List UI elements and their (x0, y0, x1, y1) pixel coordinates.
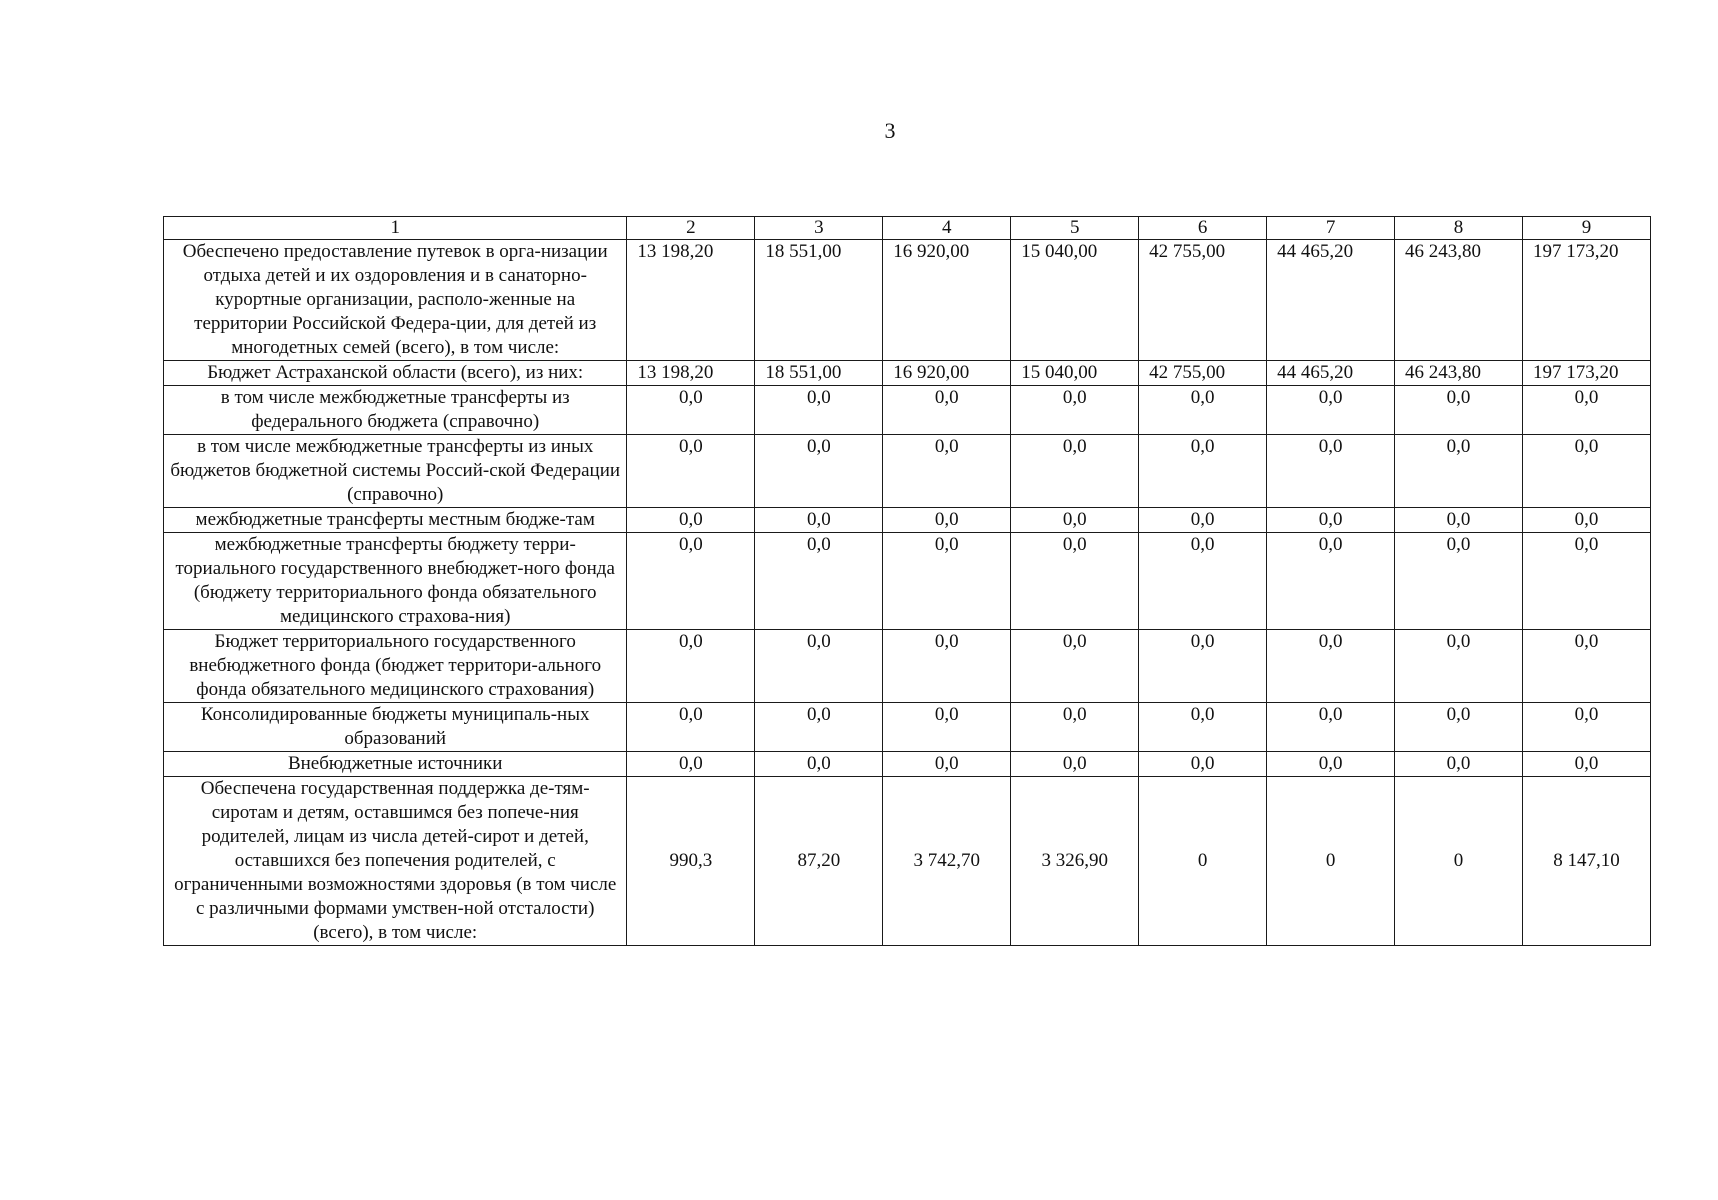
value-cell: 0,0 (1395, 508, 1523, 533)
value-cell: 0,0 (1011, 752, 1139, 777)
value-cell: 0,0 (627, 533, 755, 630)
value-cell: 0,0 (1139, 752, 1267, 777)
value-cell: 0,0 (627, 435, 755, 508)
value-cell: 16 920,00 (883, 240, 1011, 361)
value-cell: 0,0 (1011, 435, 1139, 508)
value-cell: 0,0 (883, 386, 1011, 435)
value-cell: 0,0 (1522, 533, 1650, 630)
table-row (164, 703, 1651, 752)
table-body (164, 217, 1651, 946)
value-cell: 13 198,20 (627, 361, 755, 386)
value-cell: 0,0 (1011, 533, 1139, 630)
value-cell: 16 920,00 (883, 361, 1011, 386)
value-cell: 0,0 (755, 703, 883, 752)
table-row (164, 508, 1651, 533)
value-cell: 46 243,80 (1395, 240, 1523, 361)
table-row (164, 361, 1651, 386)
value-cell: 0,0 (755, 752, 883, 777)
value-cell: 0,0 (1522, 630, 1650, 703)
value-cell: 0,0 (1522, 508, 1650, 533)
value-cell: 197 173,20 (1522, 361, 1650, 386)
header-cell: 1 (164, 217, 627, 240)
value-cell: 44 465,20 (1267, 361, 1395, 386)
row-label: Бюджет территориального государственного внебюджетного фонда (бюджет территори-ального фонда обязательного медицинского страхования) (164, 630, 627, 703)
header-cell: 8 (1395, 217, 1523, 240)
value-cell: 0,0 (627, 386, 755, 435)
value-cell: 0,0 (1139, 533, 1267, 630)
value-cell: 0,0 (1139, 508, 1267, 533)
value-cell: 46 243,80 (1395, 361, 1523, 386)
value-cell: 0,0 (1522, 703, 1650, 752)
value-cell: 0,0 (755, 533, 883, 630)
value-cell: 0,0 (883, 703, 1011, 752)
table-row (164, 386, 1651, 435)
row-label: Внебюджетные источники (164, 752, 627, 777)
value-cell: 3 742,70 (883, 777, 1011, 946)
row-label: межбюджетные трансферты бюджету терри-ториального государственного внебюджет-ного фонда (бюджету территориального фонда обязательного медицинского страхова-ния) (164, 533, 627, 630)
value-cell: 0,0 (1395, 630, 1523, 703)
value-cell: 15 040,00 (1011, 240, 1139, 361)
value-cell: 0,0 (1395, 533, 1523, 630)
value-cell: 0,0 (1139, 386, 1267, 435)
table-row (164, 777, 1651, 946)
value-cell: 0,0 (1011, 630, 1139, 703)
value-cell: 0,0 (1267, 508, 1395, 533)
value-cell: 0,0 (883, 435, 1011, 508)
table-row (164, 752, 1651, 777)
value-cell: 0,0 (1139, 703, 1267, 752)
table-row (164, 240, 1651, 361)
row-label: Бюджет Астраханской области (всего), из них: (164, 361, 627, 386)
value-cell: 18 551,00 (755, 240, 883, 361)
header-cell: 3 (755, 217, 883, 240)
table-row (164, 435, 1651, 508)
value-cell: 0 (1139, 777, 1267, 946)
value-cell: 0,0 (1267, 630, 1395, 703)
value-cell: 0,0 (1395, 752, 1523, 777)
value-cell: 0,0 (1267, 752, 1395, 777)
value-cell: 0,0 (755, 435, 883, 508)
value-cell: 0,0 (755, 508, 883, 533)
value-cell: 0,0 (1522, 386, 1650, 435)
page-number: 3 (884, 118, 896, 143)
header-cell: 2 (627, 217, 755, 240)
value-cell: 0,0 (1522, 435, 1650, 508)
value-cell: 15 040,00 (1011, 361, 1139, 386)
value-cell: 0,0 (1267, 386, 1395, 435)
value-cell: 0,0 (883, 508, 1011, 533)
value-cell: 0,0 (1011, 508, 1139, 533)
header-cell: 7 (1267, 217, 1395, 240)
row-label: в том числе межбюджетные трансферты из иных бюджетов бюджетной системы Россий-ской Федерации (справочно) (164, 435, 627, 508)
value-cell: 0,0 (1011, 703, 1139, 752)
header-cell: 9 (1522, 217, 1650, 240)
table-row (164, 533, 1651, 630)
value-cell: 0 (1395, 777, 1523, 946)
value-cell: 0,0 (1267, 533, 1395, 630)
row-label: Консолидированные бюджеты муниципаль-ных образований (164, 703, 627, 752)
row-label: межбюджетные трансферты местным бюдже-там (164, 508, 627, 533)
row-label: Обеспечено предоставление путевок в орга-низации отдыха детей и их оздоровления и в санаторно-курортные организации, располо-женные на территории Российской Федера-ции, для детей из многодетных семей (всего), в том числе: (164, 240, 627, 361)
header-cell: 5 (1011, 217, 1139, 240)
value-cell: 44 465,20 (1267, 240, 1395, 361)
value-cell: 42 755,00 (1139, 240, 1267, 361)
value-cell: 0,0 (1139, 630, 1267, 703)
header-cell: 4 (883, 217, 1011, 240)
value-cell: 0,0 (1011, 386, 1139, 435)
value-cell: 0,0 (627, 630, 755, 703)
value-cell: 87,20 (755, 777, 883, 946)
value-cell: 197 173,20 (1522, 240, 1650, 361)
header-cell: 6 (1139, 217, 1267, 240)
budget-table (163, 216, 1651, 946)
header-row (164, 217, 1651, 240)
value-cell: 0,0 (1139, 435, 1267, 508)
value-cell: 0,0 (1395, 386, 1523, 435)
value-cell: 0,0 (883, 533, 1011, 630)
value-cell: 42 755,00 (1139, 361, 1267, 386)
value-cell: 0,0 (1267, 703, 1395, 752)
value-cell: 0,0 (1522, 752, 1650, 777)
value-cell: 0,0 (627, 508, 755, 533)
value-cell: 0,0 (1395, 435, 1523, 508)
value-cell: 0 (1267, 777, 1395, 946)
table-row (164, 630, 1651, 703)
value-cell: 3 326,90 (1011, 777, 1139, 946)
value-cell: 8 147,10 (1522, 777, 1650, 946)
value-cell: 0,0 (627, 752, 755, 777)
value-cell: 18 551,00 (755, 361, 883, 386)
row-label: в том числе межбюджетные трансферты из федерального бюджета (справочно) (164, 386, 627, 435)
value-cell: 0,0 (755, 630, 883, 703)
value-cell: 0,0 (883, 752, 1011, 777)
value-cell: 0,0 (627, 703, 755, 752)
value-cell: 13 198,20 (627, 240, 755, 361)
value-cell: 0,0 (1267, 435, 1395, 508)
value-cell: 0,0 (883, 630, 1011, 703)
value-cell: 0,0 (755, 386, 883, 435)
value-cell: 990,3 (627, 777, 755, 946)
value-cell: 0,0 (1395, 703, 1523, 752)
row-label: Обеспечена государственная поддержка де-тям-сиротам и детям, оставшимся без попече-ния родителей, лицам из числа детей-сирот и детей, оставшихся без попечения родителей, с ограниченными возможностями здоровья (в том числе с различными формами умствен-ной отсталости) (всего), в том числе: (164, 777, 627, 946)
